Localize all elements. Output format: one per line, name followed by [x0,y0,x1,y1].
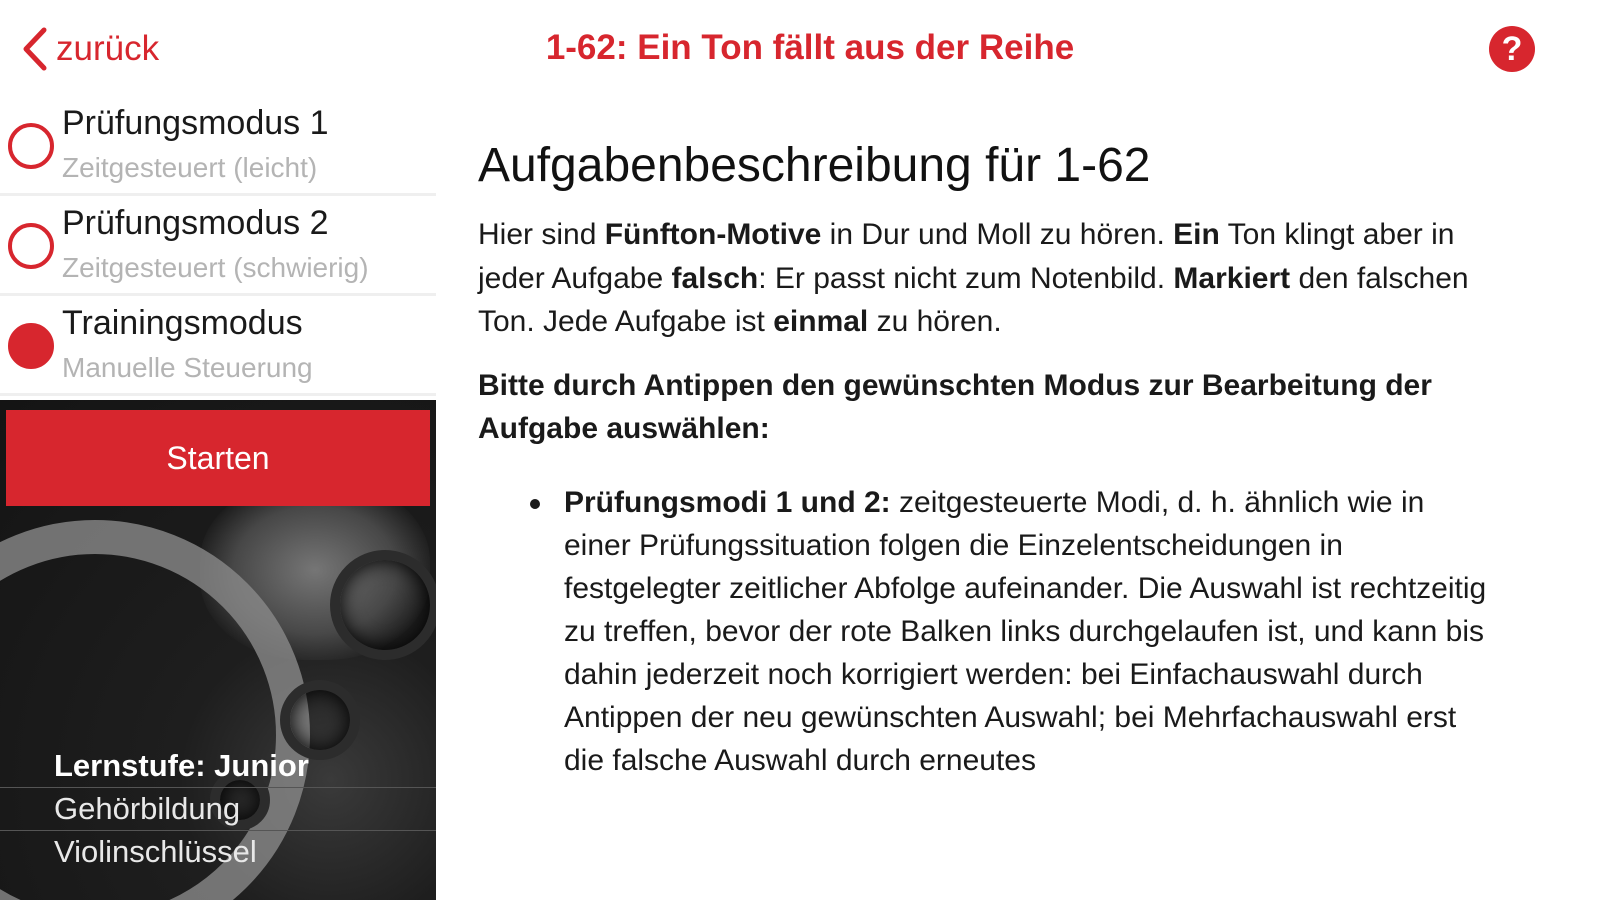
description-paragraph: Hier sind Fünfton-Motive in Dur und Moll zu hören. Ein Ton klingt aber in jeder Aufgabe falsch: Er passt nicht zum Notenbild. Markiert den falschen Ton. Jede Aufgabe ist einmal zu hören. [478,218,1469,338]
mode-option-exam-1[interactable] [0,96,436,196]
subject-label: Gehörbildung [0,787,436,830]
radio-selected-icon [8,323,54,369]
mode-subtitle: Manuelle Steuerung [62,352,313,383]
mode-option-exam-2[interactable] [0,196,436,296]
list-item: Prüfungsmodi 1 und 2: zeitgesteuerte Modi, d. h. ähnlich wie in einer Prüfungssituation folgen die Einzelentscheidungen in festgelegter zeitlicher Abfolge aufeinander. Die Auswahl ist rechtzeitig zu treffen, bevor der rote Balken links durchgelaufen ist, und kann bis dahin jederzeit noch korrigiert werden: bei Einfachauswahl durch Antippen der neu gewünschten Auswahl; bei Mehrfachauswahl erst die falsche Auswahl durch erneutes [564,481,1488,782]
mode-title: Trainingsmodus [62,304,303,342]
mode-option-training[interactable] [0,296,436,396]
mode-explanation-list [478,481,1488,782]
mode-title: Prüfungsmodus 1 [62,104,329,142]
back-button[interactable] [20,24,159,74]
mode-subtitle: Zeitgesteuert (schwierig) [62,252,369,283]
help-icon[interactable]: ? [1489,26,1535,72]
radio-circle-icon [8,123,54,169]
chevron-left-icon [20,26,48,72]
instruction-text: Bitte durch Antippen den gewünschten Modus zur Bearbeitung der Aufgabe auswählen: [478,368,1432,445]
mode-subtitle: Zeitgesteuert (leicht) [62,152,318,183]
description-panel [478,96,1488,782]
start-button[interactable]: Starten [6,410,430,506]
description-heading: Aufgabenbeschreibung für 1-62 [478,139,1151,192]
navigation-bar [0,0,1599,96]
speaker-graphic [330,550,436,660]
page-title: 1-62: Ein Ton fällt aus der Reihe [545,28,1075,67]
radio-circle-icon [8,223,54,269]
level-label: Lernstufe: Junior [54,748,309,783]
back-label: zurück [56,29,160,68]
level-info [0,745,436,873]
mode-panel [0,96,436,900]
mode-title: Prüfungsmodus 2 [62,204,329,242]
background-artwork [0,400,436,900]
clef-label: Violinschlüssel [0,830,436,873]
